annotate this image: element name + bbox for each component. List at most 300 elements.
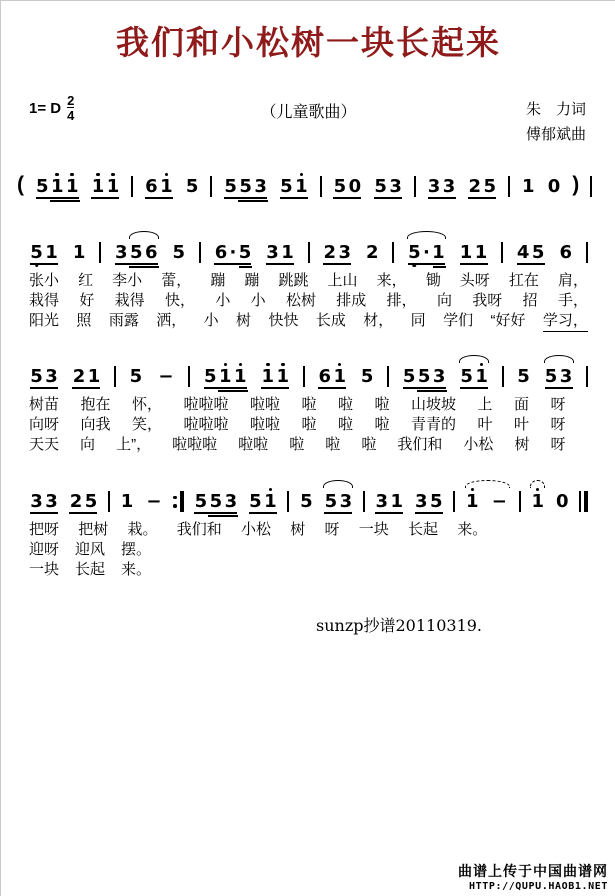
note <box>521 171 536 196</box>
notation-line <box>29 361 588 391</box>
note-group <box>156 361 176 391</box>
note-digit: 2 <box>366 242 379 263</box>
barline <box>586 366 588 387</box>
note <box>467 171 482 196</box>
beam-underline <box>36 197 79 199</box>
beam-underline <box>30 263 58 265</box>
note-digit: 1 <box>120 491 134 512</box>
note-digit: 1 <box>50 176 64 197</box>
note-digit: 5 <box>172 242 186 263</box>
lyric-cell: 啦 <box>361 436 377 453</box>
note-digit: · <box>423 242 430 263</box>
note-group <box>299 486 314 516</box>
lyric-cell: 抱在 <box>80 396 111 413</box>
note-digit: 1 <box>281 242 294 263</box>
note-digit: 1 <box>160 176 173 197</box>
lyric-cell: 向呀 <box>29 416 60 433</box>
note <box>317 361 332 386</box>
lyric-cell: 呀 <box>550 396 566 413</box>
lyric-cell: 排成 <box>336 292 367 309</box>
note-digit: 1 <box>295 176 308 197</box>
note-group <box>68 486 98 516</box>
note <box>44 361 59 386</box>
lyric-cell: 小 <box>215 292 231 309</box>
note <box>465 486 480 511</box>
beam-underline <box>318 387 346 389</box>
lyric-cell: 长成 <box>315 312 346 329</box>
note <box>531 237 546 262</box>
note-digit: 6 <box>214 242 228 263</box>
note-digit: 1 <box>276 366 290 387</box>
lyric-cell: 锄 <box>425 272 441 289</box>
note-digit: 2 <box>72 366 86 387</box>
note <box>459 361 474 386</box>
note-digit: − <box>158 366 174 387</box>
note-digit: 5 <box>430 491 443 512</box>
note <box>44 486 59 511</box>
note <box>407 237 422 262</box>
beam-underline <box>460 387 488 389</box>
music-system-verse-3 <box>29 486 588 580</box>
note-group <box>516 237 546 267</box>
note-digit: 1 <box>87 366 101 387</box>
note <box>263 486 278 511</box>
lyric-cell: 长起 <box>408 521 439 538</box>
note-group <box>373 171 403 201</box>
lyric-row <box>29 540 588 560</box>
note-digit: 1 <box>106 176 120 197</box>
lyric-cell: 栽得 <box>114 292 145 309</box>
note <box>237 237 252 262</box>
beam-underline-2 <box>129 266 159 268</box>
note-group <box>144 171 174 201</box>
barline <box>590 176 592 197</box>
note <box>347 171 362 196</box>
note-digit: 3 <box>559 366 573 387</box>
note <box>144 237 159 262</box>
note-group <box>546 171 561 201</box>
note <box>238 171 253 196</box>
lyric-cell: 头呀 <box>459 272 490 289</box>
lyric-cell: 啦 <box>374 416 390 433</box>
barline <box>108 491 110 512</box>
note-group <box>248 486 278 516</box>
note-digit: 1 <box>459 242 473 263</box>
lyric-cell: 小 <box>250 292 266 309</box>
beam-underline <box>323 263 351 265</box>
note-group <box>144 486 164 516</box>
beam-underline-2 <box>218 390 248 392</box>
lyric-cell: 跳跳 <box>278 272 309 289</box>
note-digit: 5 <box>531 242 545 263</box>
beam-underline <box>468 197 496 199</box>
note <box>114 237 129 262</box>
lyric-cell: 阳光 <box>29 312 60 329</box>
note-digit: 3 <box>375 491 389 512</box>
thick-bar <box>180 491 184 512</box>
note <box>432 361 447 386</box>
note <box>29 237 44 262</box>
note-digit: − <box>146 491 162 512</box>
note-group <box>29 237 59 267</box>
barline <box>586 242 588 263</box>
note-digit: 3 <box>45 366 58 387</box>
note <box>29 361 44 386</box>
note <box>185 171 200 196</box>
note-digit: 1 <box>475 366 488 387</box>
note-digit: 5 <box>360 366 374 387</box>
beam-underline <box>249 512 277 514</box>
note-group <box>414 486 444 516</box>
barline <box>320 176 322 197</box>
note <box>489 486 509 511</box>
lyric-cell: 蹦 <box>210 272 226 289</box>
note-digit: 6 <box>145 176 158 197</box>
lyric-row <box>29 415 566 435</box>
lyric-cell: 叶 <box>477 416 493 433</box>
note-digit: 6 <box>318 366 331 387</box>
barline <box>414 176 416 197</box>
credits <box>526 97 586 147</box>
note-group <box>279 171 309 201</box>
key-signature: 1= D <box>29 99 62 117</box>
lyric-cell: 呀 <box>550 436 566 453</box>
lyric-cell: 同 <box>410 312 426 329</box>
note-group <box>459 237 489 267</box>
note-group <box>260 361 290 391</box>
lyric-cell: 啦 <box>289 436 305 453</box>
lyric-row <box>29 520 487 540</box>
lyric-cell: 面 <box>514 396 530 413</box>
lyric-cell: 一块 <box>358 521 389 538</box>
barline <box>114 366 116 387</box>
beam-underline <box>214 263 251 265</box>
note-group <box>29 361 59 391</box>
slur-arc <box>530 480 545 488</box>
note <box>294 171 309 196</box>
lyric-cell: 天天 <box>29 436 60 453</box>
note <box>530 486 545 511</box>
lyric-cell: 树 <box>514 436 530 453</box>
note-group <box>322 237 352 267</box>
note <box>388 171 403 196</box>
note-digit: 5 <box>300 491 313 512</box>
lyric-cell: 上山 <box>327 272 358 289</box>
lyric-cell: 啦 <box>325 436 341 453</box>
lyric-cell: 啦 <box>301 396 317 413</box>
note <box>365 237 380 262</box>
note <box>279 171 294 196</box>
beam-underline <box>280 197 308 199</box>
note-digit: 5 <box>324 491 338 512</box>
notation-line <box>29 486 588 516</box>
lyric-cell: 一块 <box>29 561 60 578</box>
music-system-verse-1 <box>29 237 588 332</box>
note <box>559 361 574 386</box>
note <box>208 486 223 511</box>
lyric-row <box>29 291 588 311</box>
lyric-row <box>29 395 566 415</box>
beam-underline <box>408 263 445 265</box>
beam-underline-2 <box>238 200 268 202</box>
lyric-cell: 蹦 <box>244 272 260 289</box>
note-digit: 6 <box>144 242 158 263</box>
barline <box>508 176 510 197</box>
beam-underline <box>374 197 402 199</box>
note-digit: 1 <box>333 366 346 387</box>
note <box>414 486 429 511</box>
note-group <box>365 237 380 267</box>
note-digit: 6 <box>559 242 573 263</box>
lyric-cell: 树苗 <box>29 396 60 413</box>
note-digit: 5 <box>374 176 387 197</box>
barline <box>199 242 201 263</box>
note <box>417 361 432 386</box>
note-digit: 5 <box>517 366 530 387</box>
note <box>233 361 248 386</box>
music-system-verse-2 <box>29 361 588 455</box>
lyric-cell: 啦啦啦 <box>183 416 229 433</box>
lyric-cell: 笑， <box>132 416 163 433</box>
lyric-cell: 学习， <box>543 311 588 332</box>
watermark-site-name: 曲谱上传于中国曲谱网 <box>458 863 608 879</box>
note-digit: 5 <box>280 176 293 197</box>
barline <box>303 366 305 387</box>
beam-underline <box>30 512 58 514</box>
note-digit: 3 <box>266 242 279 263</box>
note <box>402 361 417 386</box>
lyric-cell: 啦啦啦 <box>172 436 218 453</box>
beam-underline <box>145 197 173 199</box>
note <box>555 486 570 511</box>
lyric-cell: 啦 <box>374 396 390 413</box>
slur-arc <box>544 355 574 363</box>
note <box>280 237 295 262</box>
lyric-row <box>29 311 588 332</box>
note-digit: 3 <box>442 176 456 197</box>
lyric-cell: 山坡坡 <box>411 396 457 413</box>
note <box>44 237 59 262</box>
notation-line <box>17 171 592 201</box>
note-digit: 2 <box>69 491 83 512</box>
beam-underline <box>375 512 403 514</box>
note-group <box>193 486 238 516</box>
note-digit: 1 <box>72 242 86 263</box>
note-group <box>374 486 404 516</box>
note <box>558 237 573 262</box>
note-digit: 3 <box>45 491 58 512</box>
lyric-row <box>29 271 588 291</box>
lyric-cell: 快快 <box>268 312 299 329</box>
watermark-site-url: HTTP://QUPU.HAOB1.NET <box>468 881 608 892</box>
note <box>105 171 120 196</box>
lyric-cell: 材， <box>363 312 394 329</box>
lyric-cell: 向我 <box>80 416 111 433</box>
lyric-cell: 啦 <box>338 396 354 413</box>
note-group <box>521 171 536 201</box>
lyric-cell: 小松 <box>241 521 272 538</box>
note-digit: 5 <box>239 176 252 197</box>
note <box>260 361 275 386</box>
transcriber-note: sunzp抄谱20110319. <box>316 616 483 635</box>
note-digit: 5 <box>483 176 497 197</box>
note-group <box>555 486 570 516</box>
note <box>248 486 263 511</box>
note <box>337 237 352 262</box>
beam-underline <box>30 387 58 389</box>
note-digit: 3 <box>338 242 351 263</box>
note-digit: 2 <box>468 176 482 197</box>
lyric-cell: 来。 <box>457 521 488 538</box>
note-group <box>128 361 143 391</box>
slur-arc <box>129 231 159 239</box>
repeat-end-barline <box>173 491 184 512</box>
beam-underline <box>403 387 446 389</box>
note-group <box>530 486 545 516</box>
beam-underline <box>72 387 100 389</box>
note-digit: 4 <box>516 242 530 263</box>
beam-underline-2 <box>208 515 238 517</box>
note-group <box>185 171 200 201</box>
slur-arc <box>323 480 353 488</box>
note <box>275 361 290 386</box>
note-group <box>516 361 531 391</box>
beam-underline <box>261 387 289 389</box>
lyrics-block <box>29 395 588 455</box>
beam-underline-2 <box>417 390 447 392</box>
note-group <box>114 237 159 267</box>
note <box>442 171 457 196</box>
lyric-cell: 我呀 <box>472 292 503 309</box>
lyric-cell: 啦啦 <box>250 396 281 413</box>
note-digit: 2 <box>323 242 336 263</box>
note-digit: 0 <box>555 491 569 512</box>
note-group <box>72 237 87 267</box>
lyric-cell: 栽得 <box>29 292 60 309</box>
note <box>129 237 144 262</box>
note-digit: 3 <box>389 176 402 197</box>
note <box>431 237 446 262</box>
lyric-row <box>29 560 588 580</box>
lyric-cell: 李小 <box>112 272 143 289</box>
note-digit: 5 <box>408 242 421 263</box>
note-digit: 5 <box>460 366 473 387</box>
note <box>68 486 83 511</box>
note <box>83 486 98 511</box>
barline <box>188 366 190 387</box>
thick-bar <box>584 491 588 512</box>
lyric-cell: 迎呀 <box>29 541 60 558</box>
note-digit: 5 <box>402 366 416 387</box>
final-barline <box>579 491 588 512</box>
time-numerator: 2 <box>67 93 75 108</box>
lyric-cell: 快， <box>164 292 195 309</box>
lyric-cell: 蕾， <box>161 272 192 289</box>
note <box>228 237 237 262</box>
note-group <box>465 486 480 516</box>
note <box>389 486 404 511</box>
lyric-cell: 树 <box>236 312 252 329</box>
lyric-cell: 啦啦 <box>238 436 269 453</box>
note-digit: 1 <box>531 491 544 512</box>
lyric-cell: 红 <box>78 272 94 289</box>
note <box>72 237 87 262</box>
lyric-cell: 张小 <box>29 272 60 289</box>
barline <box>392 242 394 263</box>
note <box>171 237 186 262</box>
note-digit: 3 <box>339 491 353 512</box>
note-group <box>265 237 295 267</box>
note-digit: 5 <box>129 366 143 387</box>
note <box>223 171 238 196</box>
lyric-cell: 怀， <box>132 396 163 413</box>
note-group <box>323 486 353 516</box>
beam-underline <box>115 263 158 265</box>
note-digit: 3 <box>224 491 238 512</box>
beam-underline <box>224 197 267 199</box>
beam-underline <box>266 263 294 265</box>
note-digit: 5 <box>30 366 43 387</box>
song-title: 我们和小松树一块长起来 <box>116 24 501 61</box>
lyric-cell: 学们 <box>443 312 474 329</box>
lyric-cell: 照 <box>76 312 92 329</box>
lyric-cell: 栽。 <box>127 521 158 538</box>
note-digit: · <box>229 242 237 263</box>
note <box>144 171 159 196</box>
beam-underline-2 <box>239 266 252 268</box>
note-group <box>29 486 59 516</box>
lyric-cell: 长起 <box>75 561 106 578</box>
lyric-cell: 迎风 <box>75 541 106 558</box>
lyrics-block <box>29 520 588 580</box>
note-digit: 1 <box>45 242 58 263</box>
note-group <box>317 361 347 391</box>
barline <box>287 491 289 512</box>
note <box>429 486 444 511</box>
note <box>156 361 176 386</box>
beam-underline-2 <box>433 266 446 268</box>
beam-underline <box>415 512 443 514</box>
barline <box>210 176 212 197</box>
note-group <box>171 237 186 267</box>
lyric-cell: 摆。 <box>121 541 152 558</box>
note-digit: 5 <box>249 491 262 512</box>
lyric-cell: 叶 <box>514 416 530 433</box>
note-digit: 5 <box>84 491 98 512</box>
note <box>128 361 143 386</box>
note-group <box>427 171 457 201</box>
note <box>516 237 531 262</box>
note <box>253 171 268 196</box>
beam-underline-2 <box>50 200 80 202</box>
note <box>459 237 474 262</box>
note <box>65 171 80 196</box>
note-group <box>544 361 574 391</box>
lyric-cell: 招 <box>522 292 538 309</box>
note-digit: 0 <box>547 176 561 197</box>
note-digit: 5 <box>209 491 223 512</box>
thin-bar <box>579 491 581 512</box>
note <box>338 486 353 511</box>
note <box>474 361 489 386</box>
beam-underline <box>333 197 361 199</box>
note-digit: 5 <box>185 176 199 197</box>
note <box>265 237 280 262</box>
note <box>50 171 65 196</box>
beam-underline <box>324 512 352 514</box>
lyric-cell: 肩， <box>557 272 588 289</box>
time-denominator: 4 <box>67 108 75 123</box>
